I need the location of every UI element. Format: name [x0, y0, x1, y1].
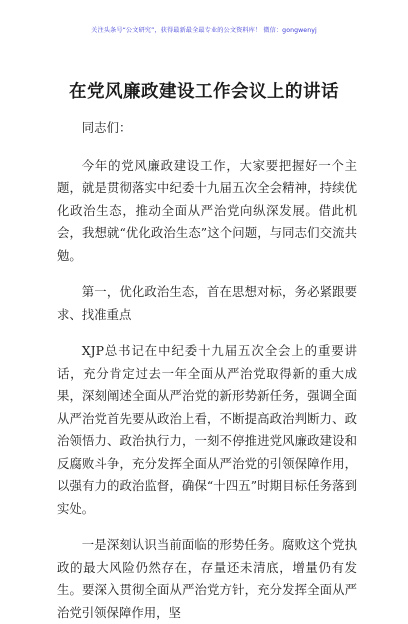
salutation: 同志们： — [81, 120, 132, 135]
paragraph-speech-summary: XJP总书记在中纪委十九届五次全会上的重要讲话，充分肯定过去一年全面从严治党取得新的重大成果，深刻阐述全面从严治党的新形势新任务，强调全面从严治党首先要从政治上看，不断提高政治判断力、政治领悟力、政治执行力，一刻不停推进党风廉政建设和反腐败斗争，充分发挥全面从严治党的引领保障作用，以强有力的政治监督，确保“十四五”时期目标任务落到实处。 — [57, 343, 357, 516]
paragraph-section-heading: 第一，优化政治生态，首在思想对标，务必紧跟要求、找准重点 — [57, 284, 357, 322]
header-promo-note: 关注头条号“公文研究”，获得最新最全最专业的公文资料库！ 微信：gongwenyj — [91, 27, 317, 34]
document-title: 在党风廉政建设工作会议上的讲话 — [69, 82, 339, 102]
document-body — [57, 117, 357, 624]
paragraph-intro: 今年的党风廉政建设工作，大家要把握好一个主题，就是贯彻落实中纪委十九届五次全会精神，持续优化政治生态，推动全面从严治党向纵深发展。借此机会，我想就“优化政治生态”这个问题，与同志们交流共勉。 — [57, 157, 357, 263]
paragraph-point-one: 一是深刻认识当前面临的形势任务。腐败这个党执政的最大风险仍然存在，存量还未清底，增量仍有发生。要深入贯彻全面从严治党方针，充分发挥全面从严治党引领保障作用，坚 — [57, 537, 357, 620]
